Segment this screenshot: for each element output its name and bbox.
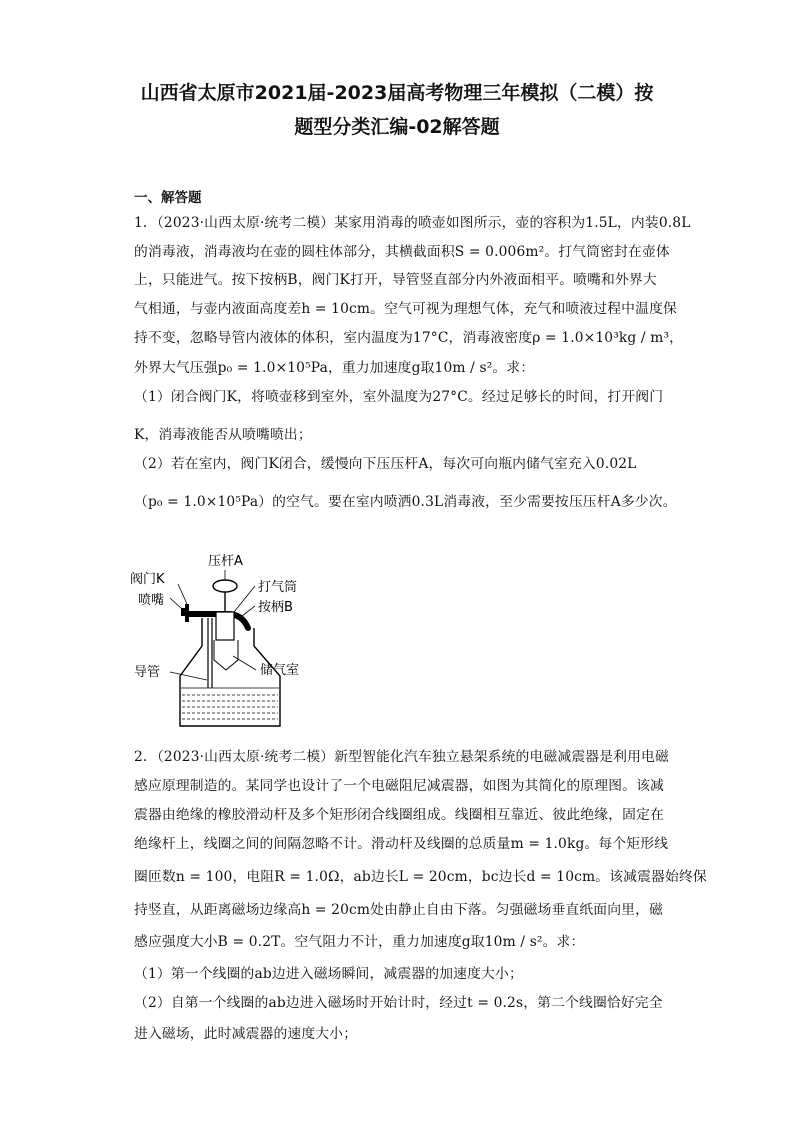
q1-line: （p₀ = 1.0×10⁵Pa）的空气。要在室内喷洒0.3L消毒液，至少需要按压压杆A多少次。 — [134, 494, 677, 510]
q1-line: 持不变，忽略导管内液体的体积，室内温度为17°C，消毒液密度ρ = 1.0×10³kg / m³， — [134, 330, 684, 346]
q2-line: 震器由绝缘的橡胶滑动杆及多个矩形闭合线圈组成。线圈相互靠近、彼此绝缘，固定在 — [134, 807, 664, 823]
page-title-line-1: 山西省太原市2021届-2023届高考物理三年模拟（二模）按 — [140, 82, 654, 104]
valve-k — [185, 604, 189, 622]
q2-line: （1）第一个线圈的ab边进入磁场瞬间，减震器的加速度大小； — [134, 966, 523, 982]
label-tube: 导管 — [134, 665, 161, 680]
q1-line: 外界大气压强p₀ = 1.0×10⁵Pa，重力加速度g取10m / s²。求： — [134, 360, 535, 376]
q1-line: 气相通，与壶内液面高度差h = 10cm。空气可视为理想气体，充气和喷液过程中温度保 — [134, 301, 677, 317]
q1-line: （2）若在室内，阀门K闭合，缓慢向下压压杆A，每次可向瓶内储气室充入0.02L — [134, 456, 637, 472]
q1-line: 的消毒液，消毒液均在壶的圆柱体部分，其横截面积S = 0.006m²。打气筒密封在壶体 — [134, 244, 670, 260]
page-title-line-2: 题型分类汇编-02解答题 — [294, 116, 500, 138]
label-chamber: 储气室 — [260, 663, 300, 678]
q2-line: （2）自第一个线圈的ab边进入磁场时开始计时，经过t = 0.2s，第二个线圈恰好完全 — [134, 995, 663, 1011]
section-heading: 一、解答题 — [134, 190, 202, 206]
q1-line: K，消毒液能否从喷嘴喷出； — [134, 427, 312, 443]
q2-line: 进入磁场，此时减震器的速度大小； — [134, 1026, 358, 1042]
q2-line: 圈匝数n = 100，电阻R = 1.0Ω，ab边长L = 20cm，bc边长d = 10cm。该减震器始终保 — [134, 869, 707, 885]
q1-line: 1．（2023·山西太原·统考二模）某家用消毒的喷壶如图所示，壶的容积为1.5L，内装0.8L — [134, 215, 691, 231]
spray-bottle-figure — [130, 548, 330, 738]
label-valve-k: 阀门K — [130, 572, 165, 587]
q2-line: 持竖直，从距离磁场边缘高h = 20cm处由静止自由下落。匀强磁场垂直纸面向里，磁 — [134, 902, 664, 918]
q2-line: 感应原理制造的。某同学也设计了一个电磁阻尼减震器，如图为其简化的原理图。该减 — [134, 778, 664, 794]
q1-line: （1）闭合阀门K，将喷壶移到室外，室外温度为27°C。经过足够长的时间，打开阀门 — [134, 389, 664, 405]
q2-line: 感应强度大小B = 0.2T。空气阻力不计，重力加速度g取10m / s²。求： — [134, 934, 585, 950]
q1-line: 上，只能进气。按下按柄B，阀门K打开，导管竖直部分内外液面相平。喷嘴和外界大 — [134, 272, 657, 288]
label-nozzle: 喷嘴 — [138, 593, 165, 608]
rod-cap — [213, 580, 237, 592]
label-handle-b: 按柄B — [258, 600, 293, 615]
pump-cylinder — [216, 612, 234, 640]
q2-line: 绝缘杆上，线圈之间的间隔忽略不计。滑动杆及线圈的总质量m = 1.0kg。每个矩形线 — [134, 836, 669, 852]
label-pump: 打气筒 — [258, 580, 298, 595]
liquid — [181, 688, 279, 725]
label-rod-a: 压杆A — [208, 554, 243, 569]
gas-chamber — [214, 640, 238, 670]
q2-line: 2．（2023·山西太原·统考二模）新型智能化汽车独立悬架系统的电磁减震器是利用电磁 — [134, 749, 669, 765]
